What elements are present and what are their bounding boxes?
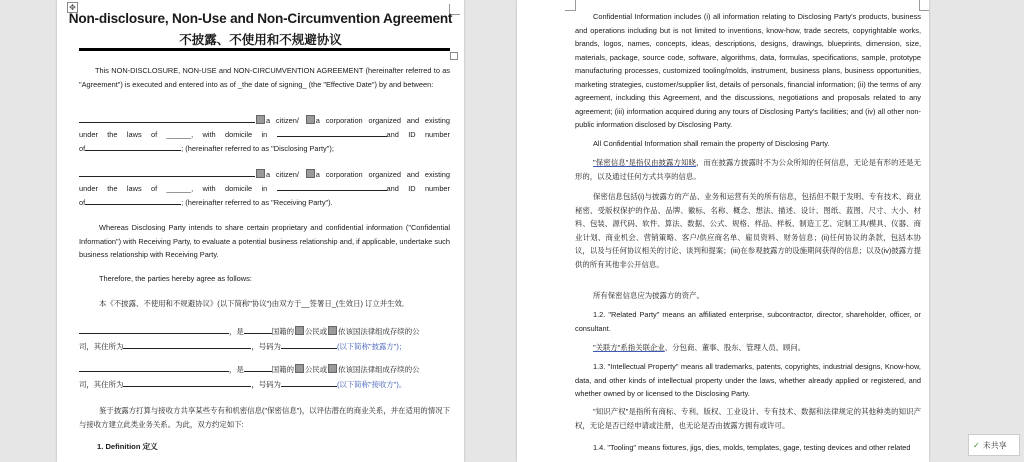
zh-whereas-paragraph: 鉴于披露方打算与接收方共享某些专有和机密信息("保密信息")，以评估潜在的商业关系，并在适用的情况下与接收方建立此类业务关系。为此，双方约定如下: (79, 406, 450, 429)
related-party-paragraph: 1.2. "Related Party" means an affiliated enterprise, subcontractor, director, shareholder, officer, or consultant. (575, 310, 921, 333)
agreement-title-zh: 不披露、不使用和不规避协议 (179, 32, 342, 47)
corporation-checkbox-2[interactable] (306, 169, 315, 178)
document-page-1 (57, 0, 464, 462)
agreement-title-en: Non-disclosure, Non-Use and Non-Circumvention Agreement (68, 11, 453, 26)
zh-corporation-checkbox-1[interactable] (328, 326, 337, 335)
party1-line3: of ; (hereinafter referred to as "Disclosing Party"); (79, 144, 334, 153)
title-rule (79, 48, 450, 51)
therefore-paragraph: Therefore, the parties hereby agree as follows: (99, 274, 252, 283)
intro-paragraph: This NON-DISCLOSURE, NON-USE and NON-CIRCUMVENTION AGREEMENT (hereinafter referred to as "Agreement") is executed and entered into as of _the date of signing_ (the "Effective Date") by and between: (79, 66, 450, 89)
party1-line1: a citizen/ a corporation organized and existing (79, 114, 450, 128)
zh-related-party-paragraph: "关联方"系指关联企业、分包商、董事、股东、管理人员、顾问。 (593, 343, 806, 352)
party2-line3: of ; (hereinafter referred to as "Receiving Party"). (79, 198, 333, 207)
confidential-info-paragraph: Confidential Information includes (i) all information relating to Disclosing Party's products, business and operations including but is not limited to inventions, know-how, trade secrets, copyrightable works, brands, logos, names, concepts, ideas, descriptions, designs, drawings, blueprints, dimension, size, materials, package, source code, software, algorithms, data, formulas, specifications, sample, prototype manufacturing processes, customized tooling/molds, instrument, business plans, business opportunities, marketing strategies, customer/supplier list, details of personals, financial information; (ii) the terms of any agreement, including this Agreement, and the discussions, negotiations and proposals related to any agreement; (iii) information acquired during any tours of Disclosing Party's facilities; and (iv) all other non-public information disclosed by Disclosing Party. (575, 12, 921, 129)
citizen-checkbox-2[interactable] (256, 169, 265, 178)
table-resize-handle-icon[interactable] (450, 52, 458, 60)
zh-party1-line2: 司，其住所为 ，号码为 (以下简称"披露方")； (79, 342, 407, 351)
ip-paragraph: 1.3. "Intellectual Property" means all trademarks, patents, copyrights, industrial designs, Know-how, data, and other kinds of intellectual property under the laws, whether already applied or registered, and whether owned by or licensed to the Disclosing Party. (575, 362, 921, 398)
zh-citizen-checkbox-2[interactable] (295, 364, 304, 373)
zh-ip-paragraph: "知识产权"是指所有商标、专利、版权、工业设计、专有技术、数据和法律规定的其他种类的知识产权，无论是否已经申请或注册，也无论是否由披露方拥有或许可。 (575, 407, 921, 430)
zh-property-paragraph: 所有保密信息应为披露方的资产。 (593, 291, 704, 300)
party1-line2: under the laws of ______, with domicile in and ID number (79, 130, 450, 139)
zh-party2-line2: 司，其住所为 ，号码为 (以下简称"接收方")。 (79, 380, 407, 389)
zh-intro-paragraph: 本《不披露、不使用和不规避协议》(以下简称"协议")由双方于__签署日_(生效日) 订立并生效, (99, 299, 404, 308)
zh-party1-line1: ，是 国籍的 公民或 依该国法律组成存续的公 (79, 325, 454, 339)
zh-party2-line1: ，是 国籍的 公民或 依该国法律组成存续的公 (79, 363, 454, 377)
share-status-button[interactable] (968, 434, 1020, 456)
document-page-2 (517, 0, 929, 462)
party2-line2: under the laws of ______, with domicile in and ID number (79, 184, 450, 193)
tooling-paragraph: 1.4. "Tooling" means fixtures, jigs, dies, molds, templates, gage, testing devices and other related (593, 443, 911, 452)
share-status-label: 未共享 (982, 441, 1007, 450)
definition-heading: 1. Definition 定义 (97, 442, 158, 451)
zh-confidential-includes-paragraph: 保密信息包括(i)与披露方的产品、业务和运营有关的所有信息，包括但不限于发明、专有技术、商业秘密、受版权保护的作品、品牌、徽标、名称、概念、想法、描述、设计、图纸、蓝图、尺寸、大小、材料、包装、源代码、软件、算法、数据、公式、规格、样品、样板、制造工艺、定制工具/模具、仪器、商业计划、商业机会、营销策略、客户/供应商名单、雇员资料、财务信息；(ii)任何协议的条款，包括本协议，以及与任何协议相关的讨论、谈判和提案；(iii)在参观披露方的设施期间获得的信息；以及(iv)披露方提供的所有其他非公开信息。 (575, 192, 921, 269)
property-paragraph: All Confidential Information shall remain the property of Disclosing Party. (593, 139, 830, 148)
check-icon: ✓ (973, 441, 980, 450)
zh-citizen-checkbox-1[interactable] (295, 326, 304, 335)
whereas-paragraph: Whereas Disclosing Party intends to share certain proprietary and confidential information ("Confidential Information") with Receiving Party, to evaluate a potential business relationship and, if applicable, undertake such business relationship with Receiving Party. (79, 223, 450, 259)
table-move-handle-icon[interactable]: ✥ (67, 2, 78, 13)
zh-confidential-def-paragraph: "保密信息"是指仅由披露方知晓，而在披露方披露时不为公众所知的任何信息，无论是有形的还是无形的，以及通过任何方式共享的信息。 (575, 158, 921, 181)
party2-line1: a citizen/ a corporation organized and existing (79, 168, 450, 182)
zh-corporation-checkbox-2[interactable] (328, 364, 337, 373)
corporation-checkbox-1[interactable] (306, 115, 315, 124)
citizen-checkbox-1[interactable] (256, 115, 265, 124)
